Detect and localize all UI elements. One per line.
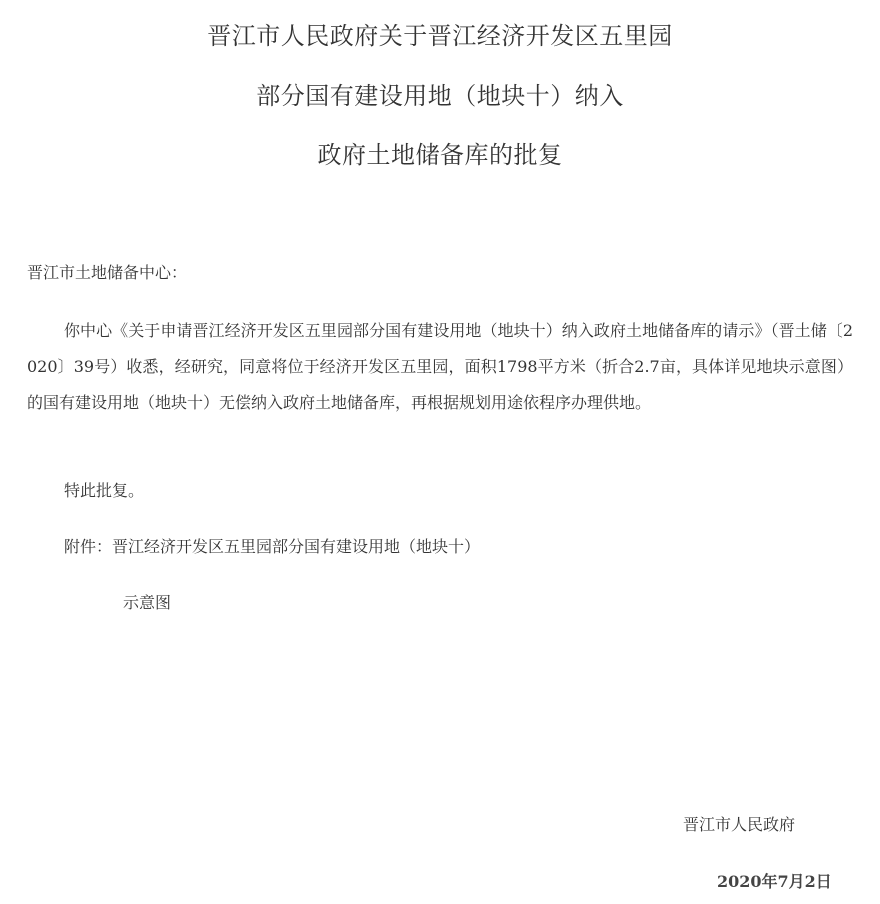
document-title-line-1: 晋江市人民政府关于晋江经济开发区五里园 <box>207 22 673 50</box>
closing-remark: 特此批复。 <box>64 481 145 500</box>
salutation: 晋江市土地储备中心： <box>27 263 188 282</box>
document-title-line-2: 部分国有建设用地（地块十）纳入 <box>256 82 624 110</box>
document-title-line-3: 政府土地储备库的批复 <box>317 141 563 169</box>
attachment-line: 附件：晋江经济开发区五里园部分国有建设用地（地块十） <box>64 537 481 556</box>
attachment-line-continued: 示意图 <box>123 593 172 612</box>
body-paragraph: 你中心《关于申请晋江经济开发区五里园部分国有建设用地（地块十）纳入政府土地储备库的请示》（晋土储〔2020〕39号）收悉，经研究，同意将位于经济开发区五里园，面积1798平方米（折合2.7亩，具体详见地块示意图）的国有建设用地（地块十）无偿纳入政府土地储备库，再根据规划用途依程序办理供地。 <box>27 321 853 412</box>
issue-date: 2020年7月2日 <box>717 872 832 891</box>
issuer-signature: 晋江市人民政府 <box>683 815 796 834</box>
